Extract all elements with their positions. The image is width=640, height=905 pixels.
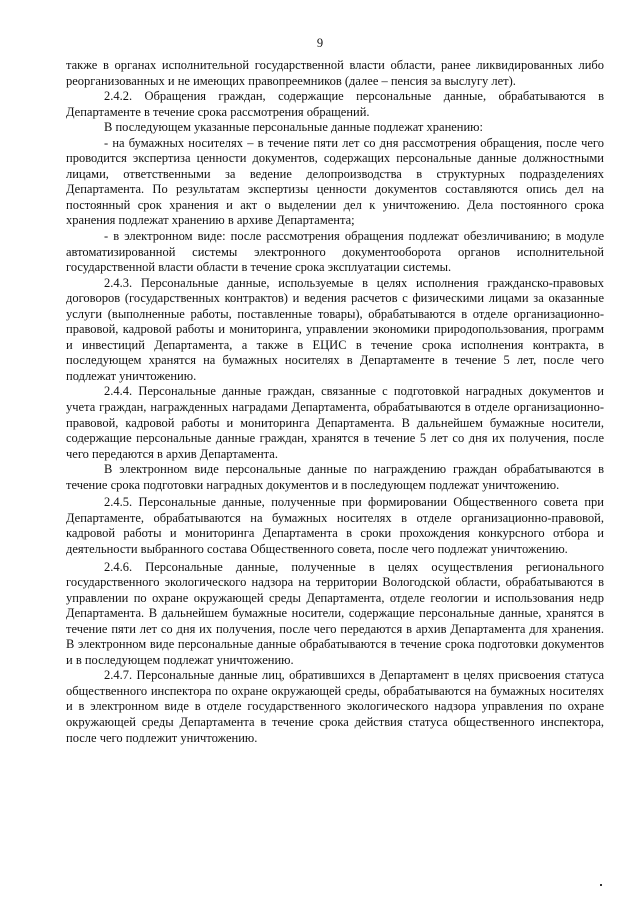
paragraph-storage-intro: В последующем указанные персональные данные подлежат хранению: bbox=[104, 120, 483, 135]
page-number: 9 bbox=[316, 36, 324, 50]
paragraph-2-4-7: 2.4.7. Персональные данные лиц, обратившихся в Департамент в целях присвоения статуса общественного инспектора по охране окружающей среды, обрабатываются на бумажных носителях и в электронном виде в отделе государственного экологического надзора управления по охране окружающей среды Департамента в течение срока действия статуса общественного инспектора, после чего подлежит уничтожению. bbox=[66, 668, 604, 745]
paragraph-electronic-storage: - в электронном виде: после рассмотрения обращения подлежат обезличиванию; в модуле автоматизированной системы электронного документооборота органов исполнительной государственной власти области в течение срока эксплуатации системы. bbox=[66, 229, 604, 275]
paragraph-2-4-4: 2.4.4. Персональные данные граждан, связанные с подготовкой наградных документов и учета граждан, награжденных наградами Департамента, обрабатываются в отделе организационно-правовой, кадровой работы и мониторинга Департамента. В дальнейшем бумажные носители, содержащие персональные данные граждан, хранятся в течение 5 лет со дня их получения, после чего передаются в архив Департамента. bbox=[66, 384, 604, 461]
page-content bbox=[66, 58, 604, 746]
paragraph-2-4-2: 2.4.2. Обращения граждан, содержащие персональные данные, обрабатываются в Департаменте в течение срока рассмотрения обращений. bbox=[66, 89, 604, 119]
paragraph-2-4-3: 2.4.3. Персональные данные, используемые в целях исполнения гражданско-правовых договоров (государственных контрактов) и ведения расчетов с физическими лицами за оказанные услуги (выполненные работы, поставленные товары), обрабатываются в отделе организационно-правовой, кадровой работы и мониторинга, управлении экономики природопользования, программ и инвестиций Департамента, а также в ЕЦИС в течение срока исполнения контракта, в последующем хранятся на бумажных носителях в Департаменте в течение 5 лет, после чего подлежат уничтожению. bbox=[66, 275, 604, 383]
scan-speck bbox=[600, 884, 602, 886]
paragraph-pension-continuation: также в органах исполнительной государственной власти области, ранее ликвидированных либо реорганизованных и не имеющих правопреемников (далее – пенсия за выслугу лет). bbox=[66, 58, 604, 88]
paragraph-2-4-5: 2.4.5. Персональные данные, полученные при формировании Общественного совета при Департаменте, обрабатываются на бумажных носителях в отделе организационно-правовой, кадровой работы и мониторинга Департамента в сроки прохождения конкурсного отбора и деятельности выбранного состава Общественного совета, после чего подлежат уничтожению. bbox=[66, 495, 604, 556]
paragraph-awards-electronic: В электронном виде персональные данные по награждению граждан обрабатываются в течение срока подготовки наградных документов и в последующем подлежат уничтожению. bbox=[66, 462, 604, 492]
paragraph-paper-storage: - на бумажных носителях – в течение пяти лет со дня рассмотрения обращения, после чего проводится экспертиза ценности документов, содержащих персональные данные должностными лицами, ответственными за ведение делопроизводства в структурных подразделениях Департамента. По результатам экспертизы ценности документов составляются опись дел на постоянный срок хранения и акт о выделении дел к уничтожению. Дела постоянного срока хранения подлежат хранению в архиве Департамента; bbox=[66, 135, 604, 228]
paragraph-2-4-6: 2.4.6. Персональные данные, полученные в целях осуществления регионального государственного экологического надзора на территории Вологодской области, обрабатываются в управлении по охране окружающей среды Департамента, отделе геологии и использования недр Департамента. В дальнейшем бумажные носители, содержащие персональные данные, хранятся в течение пяти лет со дня их получения, после чего передаются в архив Департамента для хранения. В электронном виде персональные данные обрабатываются в течение срока подготовки документов и в последующем подлежат уничтожению. bbox=[66, 559, 604, 667]
